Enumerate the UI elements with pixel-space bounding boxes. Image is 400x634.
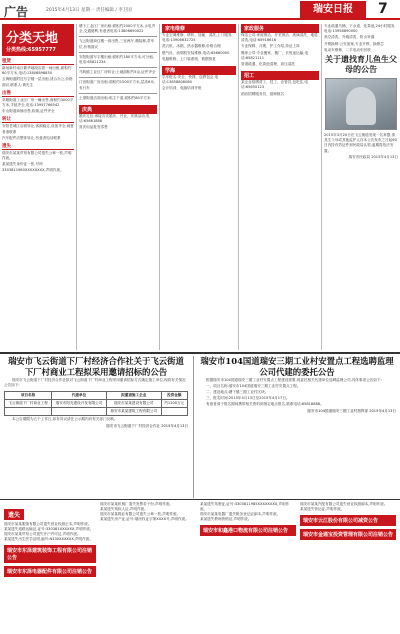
bid-notice-2-para: 根据瑞安市104国道瑞安三期工业村安置点工程建设需要,现委托相关代建单位选聘监理公司,具体事项公告如下: bbox=[206, 378, 382, 382]
bid-notice-2-para: 一、项目名称:瑞安市104国道瑞安三期工业村安置点工程。 bbox=[206, 384, 301, 388]
bid-notice-1-date: 瑞安市飞云街道下厂村经济合作社 2015年4月13日 bbox=[106, 424, 188, 428]
bid-notice-2-para: 二、建设地点:塘下镇三期工业村区块。 bbox=[206, 390, 269, 394]
section-divider bbox=[0, 499, 400, 500]
lost-notice: 瑞安市某某机械厂遗失发票若干份,声明作废。 bbox=[100, 502, 174, 506]
ad-item: 飞云街道商住楼一套出售,三室两厅,精装修,带车位,价格面议 bbox=[79, 39, 155, 49]
ad-item: 洗衣机、冰箱、热水器维修,价格合理 bbox=[162, 44, 221, 49]
section-band-housekeeping: 家政服务 bbox=[241, 24, 319, 33]
column-divider bbox=[159, 24, 160, 350]
column-divider bbox=[238, 24, 239, 350]
ad-item: 搬家公司:专业搬家、搬厂、长短途运输,电话:65821111 bbox=[241, 50, 309, 60]
divider bbox=[79, 93, 157, 94]
lost-notice-tag: 遗失 bbox=[4, 509, 24, 520]
ad-item: 安阳街道写字楼出租:面积约180平方米,可分租,电话:65821234 bbox=[79, 54, 155, 65]
capital-reduction-banner: 瑞安市云江股份有限公司减资公告 bbox=[300, 515, 396, 526]
ad-item: 保洁公司:家庭保洁、开荒保洁、玻璃清洗、地毯清洗,电话:65916616 bbox=[241, 33, 318, 43]
ad-item: 开锁换锁:公安备案,专业开锁、换锁芯 bbox=[324, 41, 384, 46]
ad-item: 管道疏通、化粪池清理、高压清洗 bbox=[241, 62, 295, 67]
bid-table bbox=[4, 391, 188, 416]
section-head-lost: 遗失 bbox=[2, 143, 74, 150]
table-header: 拟邀请施工企业 bbox=[106, 392, 161, 400]
classified-column-1 bbox=[2, 24, 74, 350]
table-header: 投资金额 bbox=[161, 392, 187, 400]
section-title: 广告 bbox=[4, 5, 29, 19]
table-row bbox=[5, 400, 188, 408]
ad-item: 高空清洗、外墙清洗、防水补漏 bbox=[324, 35, 375, 40]
ad-item: 专业疏通马桶、下水道、化粪池,24小时服务,电话:13958890000 bbox=[324, 24, 396, 34]
deregistration-banner: 瑞安市东泽建筑装饰工程有限公司注销公告 bbox=[4, 545, 96, 563]
lost-notice: 瑞安市某某电器厂遗失税务登记证副本,声明作废。 bbox=[200, 512, 281, 516]
ad-item: 会计培训、电脑培训开班 bbox=[162, 86, 202, 91]
ad-item: 学车报名:安全、快捷、包教包会,电话:13858808080 bbox=[162, 75, 219, 85]
ad-item: 汽车配件店整体转让,有意者电话联系 bbox=[2, 135, 61, 140]
classified-column-2 bbox=[79, 24, 157, 350]
section-band-appliance: 家电维修 bbox=[162, 24, 236, 33]
lost-notice: 某某遗失营运证,声明作废。 bbox=[300, 507, 345, 511]
ad-item: 电动车维修、二手电动车回收 bbox=[324, 47, 371, 52]
newspaper-logo: 瑞安日报 bbox=[300, 1, 366, 18]
ad-item: 喜庆用品批发零售 bbox=[79, 125, 108, 130]
table-cell bbox=[5, 408, 52, 416]
lost-notices-col-b bbox=[100, 502, 196, 632]
infant-photo bbox=[325, 78, 397, 130]
classified-banner: 分类天地 分类热线:65957777 bbox=[2, 24, 74, 56]
ad-item: 专业保姆、月嫂、护工介绍,持证上岗 bbox=[241, 44, 300, 49]
lost-notice: 某某遗失残疾人证,声明作废。 bbox=[100, 507, 148, 511]
ad-item: 电脑维修、上门装系统、数据恢复 bbox=[162, 56, 216, 61]
classified-column-4 bbox=[241, 24, 319, 350]
deregistration-banner: 瑞安市东泽电器配件有限公司注销公告 bbox=[4, 566, 96, 577]
foundling-notice-date: 瑞安市民政局 2015年4月13日 bbox=[348, 154, 398, 159]
classified-column-5 bbox=[324, 24, 398, 350]
issue-meta: 2015年4月13日 星期一 责任编辑 / 李卫国 bbox=[46, 8, 132, 13]
section-band-celebration: 庆典 bbox=[79, 105, 157, 114]
column-divider bbox=[193, 356, 194, 498]
ad-item: 东山街道商铺出售,临街,证件齐全 bbox=[2, 109, 55, 114]
table-header-row bbox=[5, 392, 188, 400]
section-divider bbox=[0, 352, 400, 354]
ad-item: 马屿镇工业区厂房转让:土地面积约5亩,证件齐全 bbox=[79, 70, 156, 75]
ad-item: 莘塍街道工业区厂房一幢出售,面积约3000平方米,手续齐全,电话:13957766542 bbox=[2, 97, 74, 108]
lost-notice: 瑞安市某某服饰有限公司遗失营业执照正本,声明作废。 bbox=[4, 522, 92, 526]
masthead bbox=[0, 0, 400, 20]
deregistration-banner: 瑞安市和鑫港口物流有限公司注销公告 bbox=[200, 525, 296, 536]
section-head-sale: 出售 bbox=[2, 90, 74, 97]
lost-notice: 某某遗失教师资格证,声明作废。 bbox=[200, 517, 252, 521]
table-cell bbox=[52, 408, 107, 416]
lost-notices-col-c bbox=[200, 502, 296, 632]
column-divider bbox=[76, 24, 77, 350]
ad-item: 上望街道店面出租:临主干道,面积约80平方米 bbox=[79, 95, 151, 100]
bid-notice-2-date: 瑞安市104国道瑞安三期工业村指挥部 2015年4月13日 bbox=[307, 409, 396, 413]
classified-phone: 分类热线:65957777 bbox=[6, 47, 56, 53]
table-header: 代建单位 bbox=[52, 392, 107, 400]
table-cell: 约1200万元 bbox=[161, 400, 187, 408]
table-header: 项目名称 bbox=[5, 392, 52, 400]
table-cell: 瑞安市某某建筑工程有限公司 bbox=[106, 408, 161, 416]
table-cell bbox=[161, 408, 187, 416]
page-number: 7 bbox=[378, 1, 388, 17]
foundling-notice-text: 2015年3月20日在飞云街道发现一名弃婴,请其生父母或其他监护人自本公告发布之日起60日内持有效证件到民政局认领,逾期将依法安置。 bbox=[324, 133, 397, 153]
divider bbox=[79, 36, 157, 37]
column-divider bbox=[321, 24, 322, 350]
lost-notice: 某某遗失道路运输证,证号:330381XXXXXX,声明作废。 bbox=[4, 527, 94, 531]
ad-item: 瑞安市某某贸易有限公司遗失公章一枚,声明作废。 bbox=[2, 151, 72, 161]
lost-notices-col-a bbox=[4, 502, 96, 632]
bid-notice-2-para: 三、报名时间:2015年4月13日至2015年4月17日。 bbox=[206, 396, 290, 400]
ad-item: 玉海街道附近写字楼一层出租,适合办公,价格面议,联系人:黄先生 bbox=[2, 77, 73, 87]
bid-notice-1-title: 瑞安市飞云街道下厂村经济合作社关于飞云街道下厂村商业工程拟采用邀请招标的公告 bbox=[8, 356, 184, 377]
bid-notice-1-para: 本公告期限为五个工作日,如有异议请在公示期内向有关部门反映。 bbox=[12, 417, 118, 421]
section-head-rent: 租赁 bbox=[2, 58, 74, 65]
bid-notice-1 bbox=[4, 356, 188, 498]
bid-notice-1-para: 瑞安市飞云街道下厂村经济合作社拟对飞云街道下厂村商业工程采用邀请招标方式确定施工单位,现将有关情况公告如下: bbox=[4, 378, 186, 387]
ad-item: 婚庆礼仪:承接各类婚庆、开业、庆典活动,电话:65661888 bbox=[79, 114, 150, 124]
table-row bbox=[5, 408, 188, 416]
lost-notice: 某某遗失出生医学证明,编号:N330XXXXXX,声明作废。 bbox=[4, 537, 93, 541]
section-band-study: 学海 bbox=[162, 66, 236, 75]
bid-notice-2 bbox=[198, 356, 396, 498]
ad-item: 燃气灶、油烟机安装维修,电话:65660000 bbox=[162, 50, 230, 55]
section-band-recruit: 招工 bbox=[241, 71, 319, 80]
foundling-notice-title: 关于遗找育儿鱼生父母的公告 bbox=[325, 55, 397, 75]
ad-item: 专业空调维修、移机、加氟、清洗,上门服务,电话:13906632725 bbox=[162, 33, 233, 43]
ad-item: 新场新村南区繁华地段店面一间出租,面积约60平方米,电话:13806898850 bbox=[2, 66, 72, 76]
lost-notices-col-d bbox=[300, 502, 396, 632]
ad-item: 安阳老城区店面转让,客源稳定,设备齐全,诚意者请联系 bbox=[2, 124, 74, 134]
deregistration-banner: 瑞安市金通宝投资管理有限公司注销公告 bbox=[300, 529, 396, 540]
ad-item: 酒店招聘服务员、厨师数名 bbox=[241, 91, 285, 96]
ad-item: 某某遗失身份证一张,号码3303811980XXXXXXXX,声明作废。 bbox=[2, 162, 64, 172]
lost-notice: 瑞安市某某鞋业有限公司遗失公章一枚,声明作废。 bbox=[100, 512, 181, 516]
lost-notice: 瑞安市某某汽配有限公司遗失营业执照副本,声明作废。 bbox=[300, 502, 388, 506]
table-cell: 瑞安市某某建设有限公司 bbox=[106, 400, 161, 408]
lost-notice: 某某遗失驾驶证,证号:3303811985XXXXXXXX,声明作废。 bbox=[200, 502, 290, 511]
lost-notice: 某某遗失房产证,证号:瑞房权证字第XXXX号,声明作废。 bbox=[100, 517, 189, 521]
divider bbox=[79, 52, 157, 53]
table-cell: 瑞安市阳光建设开发有限公司 bbox=[52, 400, 107, 408]
divider bbox=[79, 77, 157, 78]
ad-item: 塘下工业区厂房出租:面积约2000平方米,水电齐全,交通便利,有意者电话:13806690022 bbox=[79, 24, 156, 34]
ad-item: 某企业招聘普工、技工、仓管员,包吃住,电话:65650123 bbox=[241, 80, 308, 90]
lost-notice: 瑞安市某某贸易公司遗失开户许可证,声明作废。 bbox=[4, 532, 81, 536]
bid-notice-2-para: 有意者请于报名期间携带相关资料到指定地点报名,联系电话:65818888。 bbox=[206, 402, 324, 406]
table-cell: 飞云街道下厂村商业工程 bbox=[5, 400, 52, 408]
ad-item: 汀田街道厂房出租:面积约1500平方米,层高6米,有行车 bbox=[79, 80, 156, 90]
bid-notice-2-title: 瑞安市104国道瑞安三期工业村安置点工程选聘监理公司代建的委托公告 bbox=[200, 356, 394, 377]
section-head-transfer: 转让 bbox=[2, 116, 74, 123]
classified-column-3 bbox=[162, 24, 236, 350]
divider bbox=[79, 67, 157, 68]
